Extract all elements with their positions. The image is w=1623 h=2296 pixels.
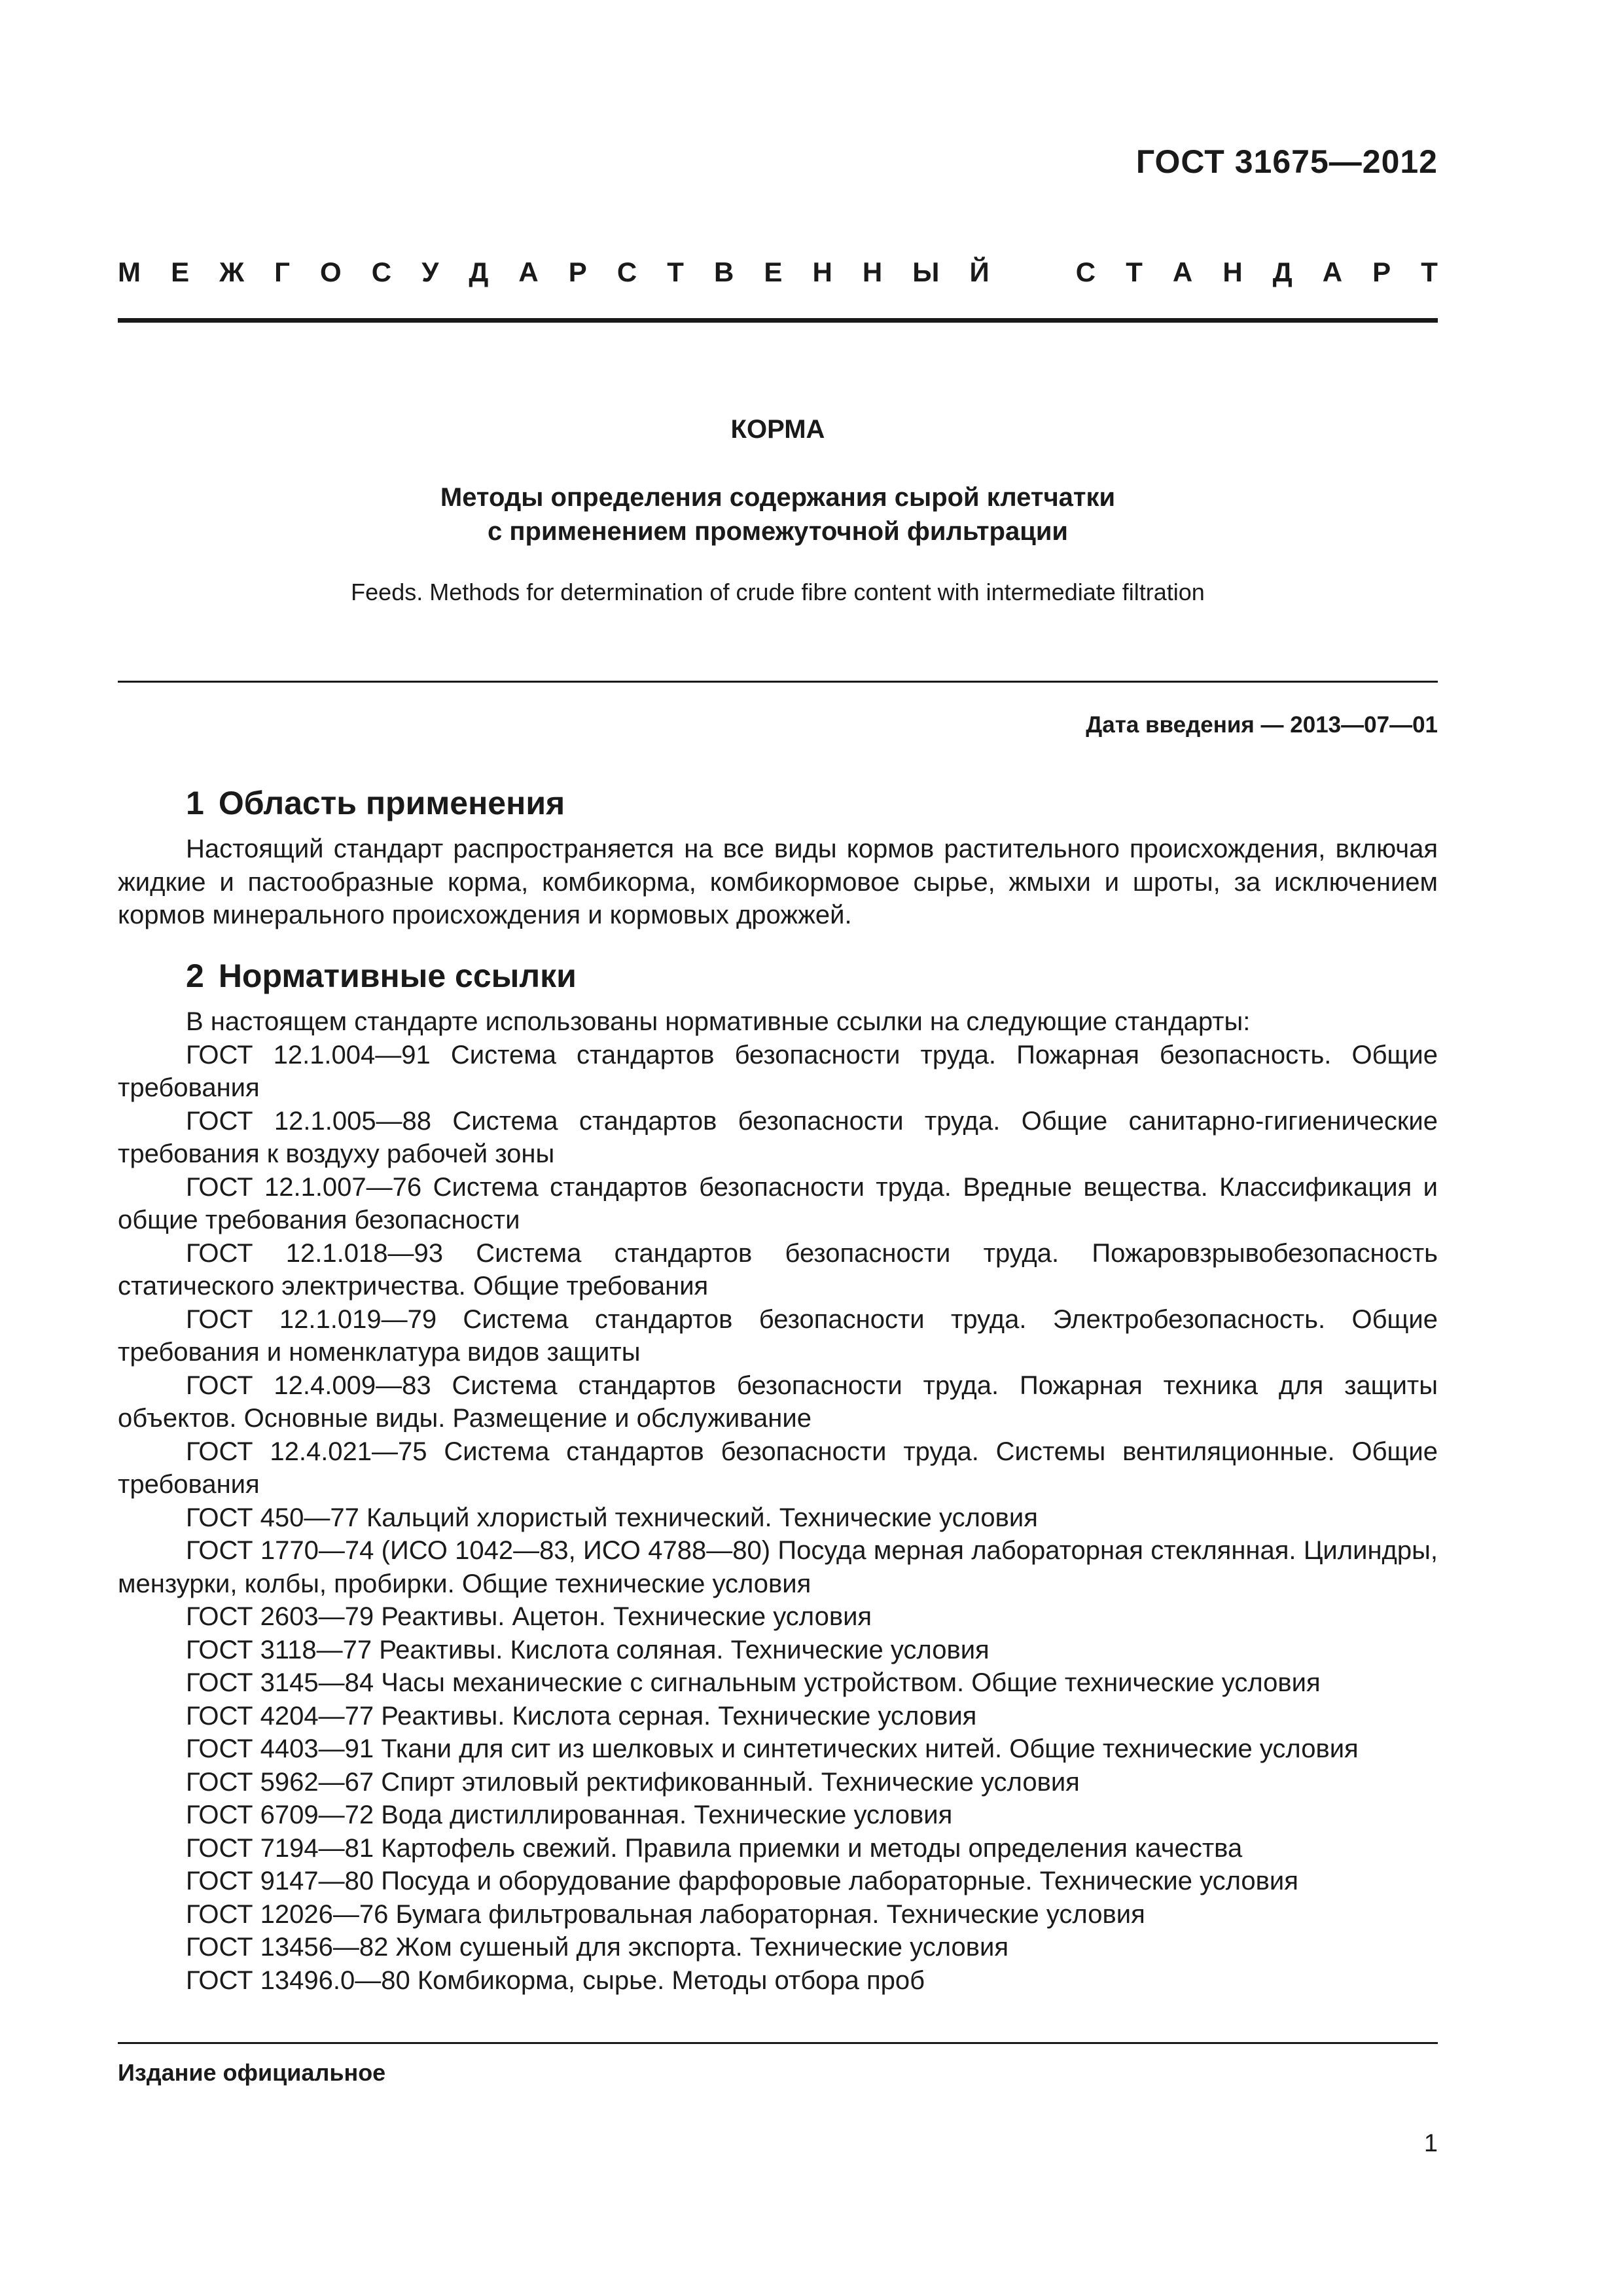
heading-letter: А	[1172, 257, 1193, 287]
reference-item: ГОСТ 12.4.009—83 Система стандартов безопасности труда. Пожарная техника для защиты объектов. Основные виды. Размещение и обслуживание	[118, 1371, 1438, 1433]
reference-item: ГОСТ 4204—77 Реактивы. Кислота серная. Технические условия	[186, 1701, 977, 1731]
heading-letter: А	[518, 257, 539, 287]
reference-item: ГОСТ 13496.0—80 Комбикорма, сырье. Методы отбора проб	[186, 1965, 925, 1995]
section-1-heading	[186, 784, 565, 822]
heading-word-gap	[1020, 257, 1046, 288]
section-2-heading	[186, 957, 577, 995]
title-rule	[118, 681, 1438, 683]
heading-letter: Н	[862, 257, 883, 287]
reference-item: ГОСТ 13456—82 Жом сушеный для экспорта. Технические условия	[186, 1933, 1008, 1962]
heading-letter: Е	[764, 257, 783, 287]
heading-letter: Д	[469, 257, 489, 287]
reference-item: ГОСТ 4403—91 Ткани для сит из шелковых и синтетических нитей. Общие технические условия	[186, 1734, 1359, 1763]
document-title: КОРМА	[730, 415, 825, 444]
reference-item: ГОСТ 12.1.004—91 Система стандартов безопасности труда. Пожарная безопасность. Общие требования	[118, 1040, 1438, 1102]
section-1-paragraph: Настоящий стандарт распространяется на все виды кормов растительного происхождения, включая жидкие и пастообразные корма, комбикорма, комбикормовое сырье, жмыхи и шроты, за исключением кормов минерального происхождения и кормовых дрожжей.	[118, 834, 1438, 929]
english-title: Feeds. Methods for determination of crude fibre content with intermediate filtration	[351, 579, 1205, 605]
header-rule	[118, 318, 1438, 323]
heading-letter: Р	[568, 257, 587, 287]
section-2-number: 2	[186, 958, 204, 994]
subtitle-line-1: Методы определения содержания сырой клетчатки	[440, 483, 1116, 512]
introduction-date: Дата введения — 2013—07—01	[1086, 712, 1438, 738]
page-number: 1	[1423, 2130, 1438, 2157]
reference-item: ГОСТ 12.1.007—76 Система стандартов безопасности труда. Вредные вещества. Классификация и общие требования безопасности	[118, 1172, 1438, 1234]
heading-letter: А	[1322, 257, 1343, 287]
edition-label: Издание официальное	[118, 2059, 386, 2086]
heading-letter: Н	[1222, 257, 1243, 287]
reference-item: ГОСТ 5962—67 Спирт этиловый ректификованный. Технические условия	[186, 1767, 1080, 1797]
heading-letter: Ы	[912, 257, 940, 287]
heading-letter: Т	[667, 257, 684, 287]
reference-item: ГОСТ 2603—79 Реактивы. Ацетон. Технические условия	[186, 1602, 872, 1631]
heading-letter: М	[118, 257, 141, 287]
reference-item: ГОСТ 1770—74 (ИСО 1042—83, ИСО 4788—80) Посуда мерная лабораторная стеклянная. Цилиндры, мензурки, колбы, пробирки. Общие технические условия	[118, 1536, 1438, 1598]
references-list	[118, 1039, 1438, 1998]
reference-item: ГОСТ 9147—80 Посуда и оборудование фарфоровые лабораторные. Технические условия	[186, 1867, 1298, 1895]
heading-letter: Д	[1272, 257, 1293, 287]
heading-letter: Р	[1372, 257, 1391, 287]
heading-letter: В	[713, 257, 734, 287]
heading-letter: Й	[969, 257, 990, 287]
reference-item: ГОСТ 7194—81 Картофель свежий. Правила приемки и методы определения качества	[186, 1833, 1243, 1863]
reference-item: ГОСТ 6709—72 Вода дистиллированная. Технические условия	[186, 1801, 953, 1829]
reference-item: ГОСТ 450—77 Кальций хлористый технический. Технические условия	[186, 1503, 1038, 1532]
reference-item: ГОСТ 12.1.019—79 Система стандартов безопасности труда. Электробезопасность. Общие требования и номенклатура видов защиты	[118, 1304, 1438, 1367]
heading-letter: Т	[1126, 257, 1143, 287]
reference-item: ГОСТ 12.4.021—75 Система стандартов безопасности труда. Системы вентиляционные. Общие требования	[118, 1437, 1438, 1499]
heading-letter: У	[421, 257, 439, 287]
heading-letter: Г	[274, 257, 290, 287]
heading-letter: Е	[171, 257, 190, 287]
heading-letter: Ж	[219, 257, 245, 287]
document-subtitle	[118, 480, 1438, 548]
footer-rule	[118, 2042, 1438, 2044]
reference-item: ГОСТ 12.1.005—88 Система стандартов безопасности труда. Общие санитарно-гигиенические требования к воздуху рабочей зоны	[118, 1106, 1438, 1168]
section-1-number: 1	[186, 785, 204, 821]
standard-type-heading	[118, 257, 1438, 288]
heading-letter: С	[616, 257, 637, 287]
gost-number: ГОСТ 31675—2012	[1135, 143, 1438, 180]
reference-item: ГОСТ 3145—84 Часы механические с сигнальным устройством. Общие технические условия	[186, 1668, 1321, 1697]
heading-letter: О	[320, 257, 342, 287]
heading-letter: С	[371, 257, 392, 287]
heading-letter: С	[1075, 257, 1096, 287]
subtitle-line-2: с применением промежуточной фильтрации	[488, 517, 1068, 546]
references-intro: В настоящем стандарте использованы нормативные ссылки на следующие стандарты:	[186, 1007, 1251, 1036]
section-1-title: Область применения	[218, 785, 565, 821]
heading-letter: Т	[1421, 257, 1438, 287]
section-2-title: Нормативные ссылки	[218, 958, 577, 994]
reference-item: ГОСТ 3118—77 Реактивы. Кислота соляная. Технические условия	[186, 1635, 990, 1664]
heading-letter: Н	[812, 257, 832, 287]
reference-item: ГОСТ 12.1.018—93 Система стандартов безопасности труда. Пожаровзрывобезопасность статического электричества. Общие требования	[118, 1238, 1438, 1300]
reference-item: ГОСТ 12026—76 Бумага фильтровальная лабораторная. Технические условия	[186, 1899, 1145, 1929]
